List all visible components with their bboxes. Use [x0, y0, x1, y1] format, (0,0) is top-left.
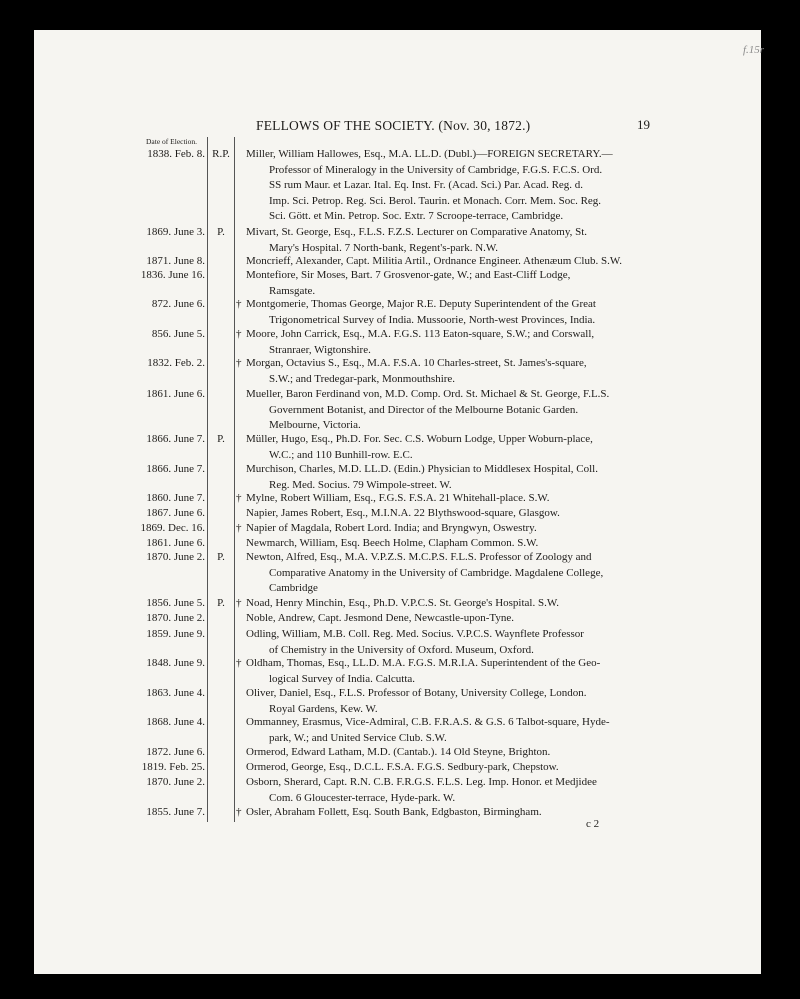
- fellow-entry: [246, 715, 654, 746]
- entry-line: park, W.; and United Service Club. S.W.: [269, 731, 447, 744]
- entry-line: Melbourne, Victoria.: [269, 419, 361, 431]
- entry-line: Ramsgate.: [269, 284, 316, 297]
- fellow-entry: [246, 268, 654, 299]
- entry-line: Com. 6 Gloucester-terrace, Hyde-park. W.: [269, 791, 456, 804]
- election-date: 1870. June 2.: [146, 776, 205, 788]
- entry-line: Odling, William, M.B. Coll. Reg. Med. Socius. V.P.C.S. Waynflete Professor: [246, 628, 584, 640]
- signature-mark: c 2: [586, 818, 600, 830]
- entry-line: Ormerod, George, Esq., D.C.L. F.S.A. F.G.S. Sedbury-park, Chepstow.: [246, 761, 559, 773]
- entry-line: Professor of Mineralogy in the University of Cambridge, F.G.S. F.C.S. Ord.: [269, 163, 603, 176]
- election-date: 1848. June 9.: [146, 657, 205, 669]
- page-number: 19: [637, 117, 650, 132]
- margin-note: f.15r: [743, 44, 765, 56]
- election-date: 1832. Feb. 2.: [147, 357, 205, 369]
- election-date: 1869. June 3.: [146, 226, 205, 238]
- fellow-entry: [246, 356, 654, 387]
- election-date: 1819. Feb. 25.: [141, 761, 205, 773]
- column-rule: [207, 137, 208, 822]
- office-mark: P.: [217, 226, 225, 238]
- dagger-mark: †: [236, 657, 242, 669]
- dagger-mark: †: [236, 597, 242, 609]
- entry-line: of Chemistry in the University of Oxford. Museum, Oxford.: [269, 643, 534, 656]
- entry-line: Morgan, Octavius S., Esq., M.A. F.S.A. 10 Charles-street, St. James's-square,: [246, 357, 587, 369]
- dagger-mark: †: [236, 806, 242, 818]
- election-date: 1861. June 6.: [146, 388, 205, 400]
- office-mark: P.: [217, 433, 225, 445]
- election-date: 1856. June 5.: [146, 597, 205, 609]
- election-date: 856. June 5.: [151, 328, 205, 340]
- election-date: 1836. June 16.: [140, 269, 205, 281]
- election-date: 1871. June 8.: [146, 255, 205, 267]
- entry-line: Newton, Alfred, Esq., M.A. V.P.Z.S. M.C.P.S. F.L.S. Professor of Zoology and: [246, 551, 592, 563]
- entry-line: Mylne, Robert William, Esq., F.G.S. F.S.A. 21 Whitehall-place. S.W.: [246, 492, 550, 504]
- election-date: 1838. Feb. 8.: [147, 148, 205, 160]
- entry-line: Mivart, St. George, Esq., F.L.S. F.Z.S. Lecturer on Comparative Anatomy, St.: [246, 226, 588, 238]
- entry-line: Imp. Sci. Petrop. Reg. Sci. Berol. Taurin. et Monach. Corr. Mem. Soc. Reg.: [269, 194, 602, 207]
- entry-line: Oldham, Thomas, Esq., LL.D. M.A. F.G.S. M.R.I.A. Superintendent of the Geo-: [246, 657, 601, 669]
- entry-line: Ormerod, Edward Latham, M.D. (Cantab.). 14 Old Steyne, Brighton.: [246, 746, 551, 758]
- entry-line: Miller, William Hallowes, Esq., M.A. LL.D. (Dubl.)—FOREIGN SECRETARY.—: [246, 148, 613, 160]
- entry-line: Murchison, Charles, M.D. LL.D. (Edin.) Physician to Middlesex Hospital, Coll.: [246, 463, 598, 475]
- entry-line: Trigonometrical Survey of India. Mussoorie, North-west Provinces, India.: [269, 313, 596, 326]
- fellow-entry: [246, 521, 654, 537]
- entry-line: Noad, Henry Minchin, Esq., Ph.D. V.P.C.S. St. George's Hospital. S.W.: [246, 597, 559, 609]
- entry-line: SS rum Maur. et Lazar. Ital. Eq. Inst. Fr. (Acad. Sci.) Par. Acad. Reg. d.: [269, 179, 584, 191]
- fellow-entry: [246, 745, 654, 761]
- election-date: 1867. June 6.: [146, 507, 205, 519]
- fellow-entry: [246, 596, 654, 612]
- fellow-entry: [246, 327, 654, 358]
- fellow-entry: [246, 297, 654, 328]
- entry-line: Newmarch, William, Esq. Beech Holme, Clapham Common. S.W.: [246, 537, 539, 549]
- entry-line: Cambridge: [269, 582, 318, 594]
- fellow-entry: [246, 432, 654, 463]
- entry-line: Mary's Hospital. 7 North-bank, Regent's-park. N.W.: [269, 241, 499, 254]
- election-date: 1863. June 4.: [146, 687, 205, 699]
- entry-line: Mueller, Baron Ferdinand von, M.D. Comp. Ord. St. Michael & St. George, F.L.S.: [246, 388, 610, 400]
- election-date: 1860. June 7.: [146, 492, 205, 504]
- column-rule: [234, 137, 235, 822]
- entry-line: Comparative Anatomy in the University of Cambridge. Magdalene College,: [269, 566, 604, 579]
- entry-line: Moncrieff, Alexander, Capt. Militia Artil., Ordnance Engineer. Athenæum Club. S.W.: [246, 255, 622, 267]
- fellow-entry: [246, 686, 654, 717]
- fellow-entry: [246, 462, 654, 493]
- entry-line: Reg. Med. Socius. 79 Wimpole-street. W.: [269, 478, 452, 491]
- fellow-entry: [246, 387, 654, 434]
- entry-line: Oliver, Daniel, Esq., F.L.S. Professor of Botany, University College, London.: [246, 687, 587, 699]
- entry-line: Napier of Magdala, Robert Lord. India; and Bryngwyn, Oswestry.: [246, 522, 537, 534]
- page-title: FELLOWS OF THE SOCIETY. (Nov. 30, 1872.): [256, 118, 531, 133]
- fellow-entry: [246, 611, 654, 627]
- entry-line: W.C.; and 110 Bunhill-row. E.C.: [269, 448, 413, 461]
- election-date: 1870. June 2.: [146, 551, 205, 563]
- entry-line: Osler, Abraham Follett, Esq. South Bank, Edgbaston, Birmingham.: [246, 806, 542, 818]
- entry-line: Stranraer, Wigtonshire.: [269, 343, 371, 356]
- dagger-mark: †: [236, 328, 242, 340]
- dagger-mark: †: [236, 522, 242, 534]
- election-date: 1872. June 6.: [146, 746, 205, 758]
- election-date: 1866. June 7.: [146, 463, 205, 475]
- election-date: 872. June 6.: [151, 298, 205, 310]
- election-date: 1861. June 6.: [146, 537, 205, 549]
- entry-line: Ommanney, Erasmus, Vice-Admiral, C.B. F.R.A.S. & G.S. 6 Talbot-square, Hyde-: [246, 716, 610, 728]
- dagger-mark: †: [236, 492, 242, 504]
- fellow-entry: [246, 656, 654, 687]
- dagger-mark: †: [236, 298, 242, 310]
- election-date: 1859. June 9.: [146, 628, 205, 640]
- entry-line: Müller, Hugo, Esq., Ph.D. For. Sec. C.S. Woburn Lodge, Upper Woburn-place,: [246, 433, 593, 445]
- fellow-entry: [246, 775, 654, 806]
- office-mark: R.P.: [212, 148, 230, 160]
- entry-line: Moore, John Carrick, Esq., M.A. F.G.S. 113 Eaton-square, S.W.; and Corswall,: [246, 328, 595, 340]
- entry-line: Royal Gardens, Kew. W.: [269, 702, 378, 715]
- entry-line: Napier, James Robert, Esq., M.I.N.A. 22 Blythswood-square, Glasgow.: [246, 507, 560, 519]
- entry-line: Noble, Andrew, Capt. Jesmond Dene, Newcastle-upon-Tyne.: [246, 612, 514, 624]
- election-date: 1866. June 7.: [146, 433, 205, 445]
- election-date: 1869. Dec. 16.: [140, 522, 205, 534]
- office-mark: P.: [217, 597, 225, 609]
- fellow-entry: [246, 506, 654, 522]
- fellow-entry: [246, 550, 654, 597]
- entry-line: Osborn, Sherard, Capt. R.N. C.B. F.R.G.S. F.L.S. Leg. Imp. Honor. et Medjidee: [246, 776, 597, 788]
- entry-line: Montefiore, Sir Moses, Bart. 7 Grosvenor-gate, W.; and East-Cliff Lodge,: [246, 269, 571, 281]
- entry-line: Government Botanist, and Director of the Melbourne Botanic Garden.: [269, 403, 579, 416]
- fellow-entry: [246, 491, 654, 507]
- fellow-entry: [246, 627, 654, 658]
- election-date: 1868. June 4.: [146, 716, 205, 728]
- entry-line: S.W.; and Tredegar-park, Monmouthshire.: [269, 372, 456, 385]
- fellow-entry: [246, 225, 654, 256]
- entry-line: Sci. Gött. et Min. Petrop. Soc. Extr. 7 Scroope-terrace, Cambridge.: [269, 210, 564, 222]
- dagger-mark: †: [236, 357, 242, 369]
- column-label: Date of Election.: [146, 137, 198, 146]
- office-mark: P.: [217, 551, 225, 563]
- entry-line: Montgomerie, Thomas George, Major R.E. Deputy Superintendent of the Great: [246, 298, 596, 310]
- election-date: 1855. June 7.: [146, 806, 205, 818]
- fellow-entry: [246, 760, 654, 776]
- election-date: 1870. June 2.: [146, 612, 205, 624]
- entry-line: logical Survey of India. Calcutta.: [269, 672, 416, 685]
- fellow-entry: [246, 147, 654, 225]
